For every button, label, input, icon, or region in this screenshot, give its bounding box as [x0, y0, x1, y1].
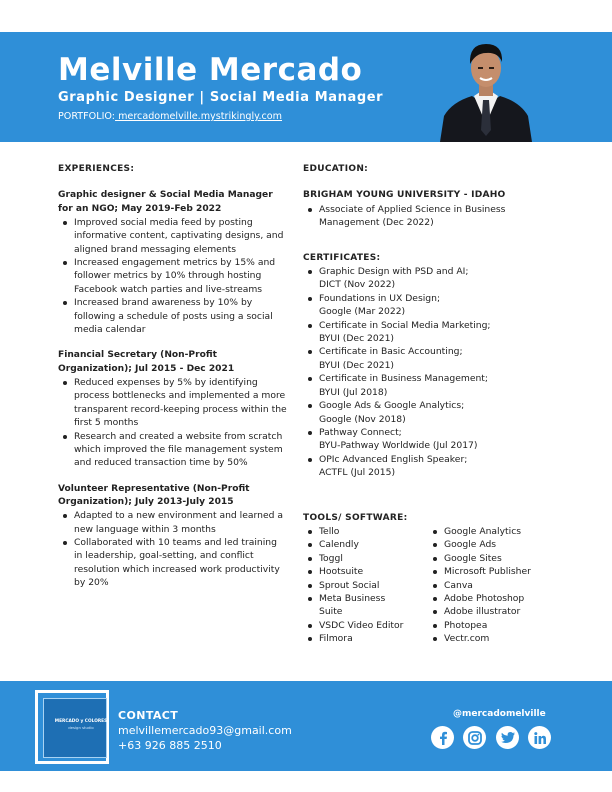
phone-number: +63 926 885 2510 — [118, 739, 222, 752]
job-title: Volunteer Representative (Non-Profit Organization); July 2013-July 2015 — [58, 483, 250, 507]
certificates-list — [303, 265, 553, 480]
experiences-section — [58, 163, 288, 590]
portfolio-line — [58, 111, 282, 122]
list-item: Certificate in Social Media Marketing; BYUI (Dec 2021) — [303, 319, 553, 346]
right-column — [303, 163, 553, 646]
list-item: Tello — [303, 525, 428, 538]
job-title: Financial Secretary (Non-Profit Organization); Jul 2015 - Dec 2021 — [58, 350, 235, 374]
list-item: Associate of Applied Science in Business Management (Dec 2022) — [303, 203, 553, 230]
list-item: Pathway Connect; BYU-Pathway Worldwide (Jul 2017) — [303, 426, 553, 453]
list-item: Microsoft Publisher — [428, 565, 553, 578]
education-heading: EDUCATION: — [303, 164, 369, 174]
list-item: Vectr.com — [428, 632, 553, 645]
list-item: Increased engagement metrics by 15% and follower metrics by 10% through hosting Facebook watch parties and live-streams — [58, 256, 288, 296]
tools-column-1 — [303, 525, 428, 646]
list-item: Improved social media feed by posting informative content, captivating designs, and aligned brand messaging elements — [58, 216, 288, 256]
social-handle: @mercadomelville — [453, 709, 546, 719]
job-subtitle: Graphic Designer | Social Media Manager — [58, 90, 384, 105]
list-item: Google Ads & Google Analytics; Google (Nov 2018) — [303, 399, 553, 426]
twitter-icon[interactable] — [496, 726, 519, 749]
list-item: Certificate in Business Management; BYUI (Jul 2018) — [303, 372, 553, 399]
list-item: Adobe illustrator — [428, 605, 553, 618]
list-item: Reduced expenses by 5% by identifying process bottlenecks and implemented a more transparent record-keeping process within the first 5 months — [58, 376, 288, 430]
list-item: Calendly — [303, 538, 428, 551]
page-title: Melville Mercado — [58, 52, 363, 88]
list-item: Adapted to a new environment and learned a new language within 3 months — [58, 509, 288, 536]
tools-heading: TOOLS/ SOFTWARE: — [303, 512, 408, 523]
list-item: OPIc Advanced English Speaker; ACTFL (Jul 2015) — [303, 453, 553, 480]
list-item: Google Sites — [428, 552, 553, 565]
list-item: Photopea — [428, 619, 553, 632]
list-item: Graphic Design with PSD and AI; DICT (Nov 2022) — [303, 265, 553, 292]
job-bullets — [58, 376, 288, 470]
list-item: Canva — [428, 579, 553, 592]
list-item: VSDC Video Editor — [303, 619, 428, 632]
list-item: Certificate in Basic Accounting; BYUI (Dec 2021) — [303, 345, 553, 372]
list-item: Foundations in UX Design; Google (Mar 2022) — [303, 292, 553, 319]
tools-list — [303, 525, 553, 646]
logo-subtext: design studio — [68, 725, 94, 730]
certificates-heading: CERTIFICATES: — [303, 252, 381, 263]
job-bullets — [58, 509, 288, 589]
list-item: Hootsuite — [303, 565, 428, 578]
tools-column-2 — [428, 525, 553, 646]
instagram-icon[interactable] — [463, 726, 486, 749]
list-item: Toggl — [303, 552, 428, 565]
list-item: Meta Business Suite — [303, 592, 428, 619]
list-item: Sprout Social — [303, 579, 428, 592]
list-item: Google Analytics — [428, 525, 553, 538]
profile-photo — [438, 32, 534, 142]
school-name: BRIGHAM YOUNG UNIVERSITY - IDAHO — [303, 190, 506, 201]
contact-heading: CONTACT — [118, 709, 179, 722]
list-item: Increased brand awareness by 10% by following a schedule of posts using a social media calendar — [58, 296, 288, 336]
email-link[interactable]: melvillemercado93@gmail.com — [118, 724, 292, 737]
experiences-heading: EXPERIENCES: — [58, 164, 135, 174]
portfolio-label: PORTFOLIO: — [58, 111, 116, 122]
education-bullets — [303, 203, 553, 230]
job-title: Graphic designer & Social Media Manager for an NGO; May 2019-Feb 2022 — [58, 190, 273, 214]
job-bullets — [58, 216, 288, 337]
list-item: Adobe Photoshop — [428, 592, 553, 605]
logo-text: MERCADO y COLORES — [54, 719, 108, 724]
linkedin-icon[interactable] — [528, 726, 551, 749]
list-item: Collaborated with 10 teams and led training in leadership, goal-setting, and conflict resolution which increased work productivity by 20% — [58, 536, 288, 590]
list-item: Research and created a website from scratch which improved the file management system and reduced transaction time by 50% — [58, 430, 288, 470]
portfolio-link[interactable]: mercadomelville.mystrikingly.com — [115, 111, 283, 122]
list-item: Filmora — [303, 632, 428, 645]
facebook-icon[interactable] — [431, 726, 454, 749]
list-item: Google Ads — [428, 538, 553, 551]
